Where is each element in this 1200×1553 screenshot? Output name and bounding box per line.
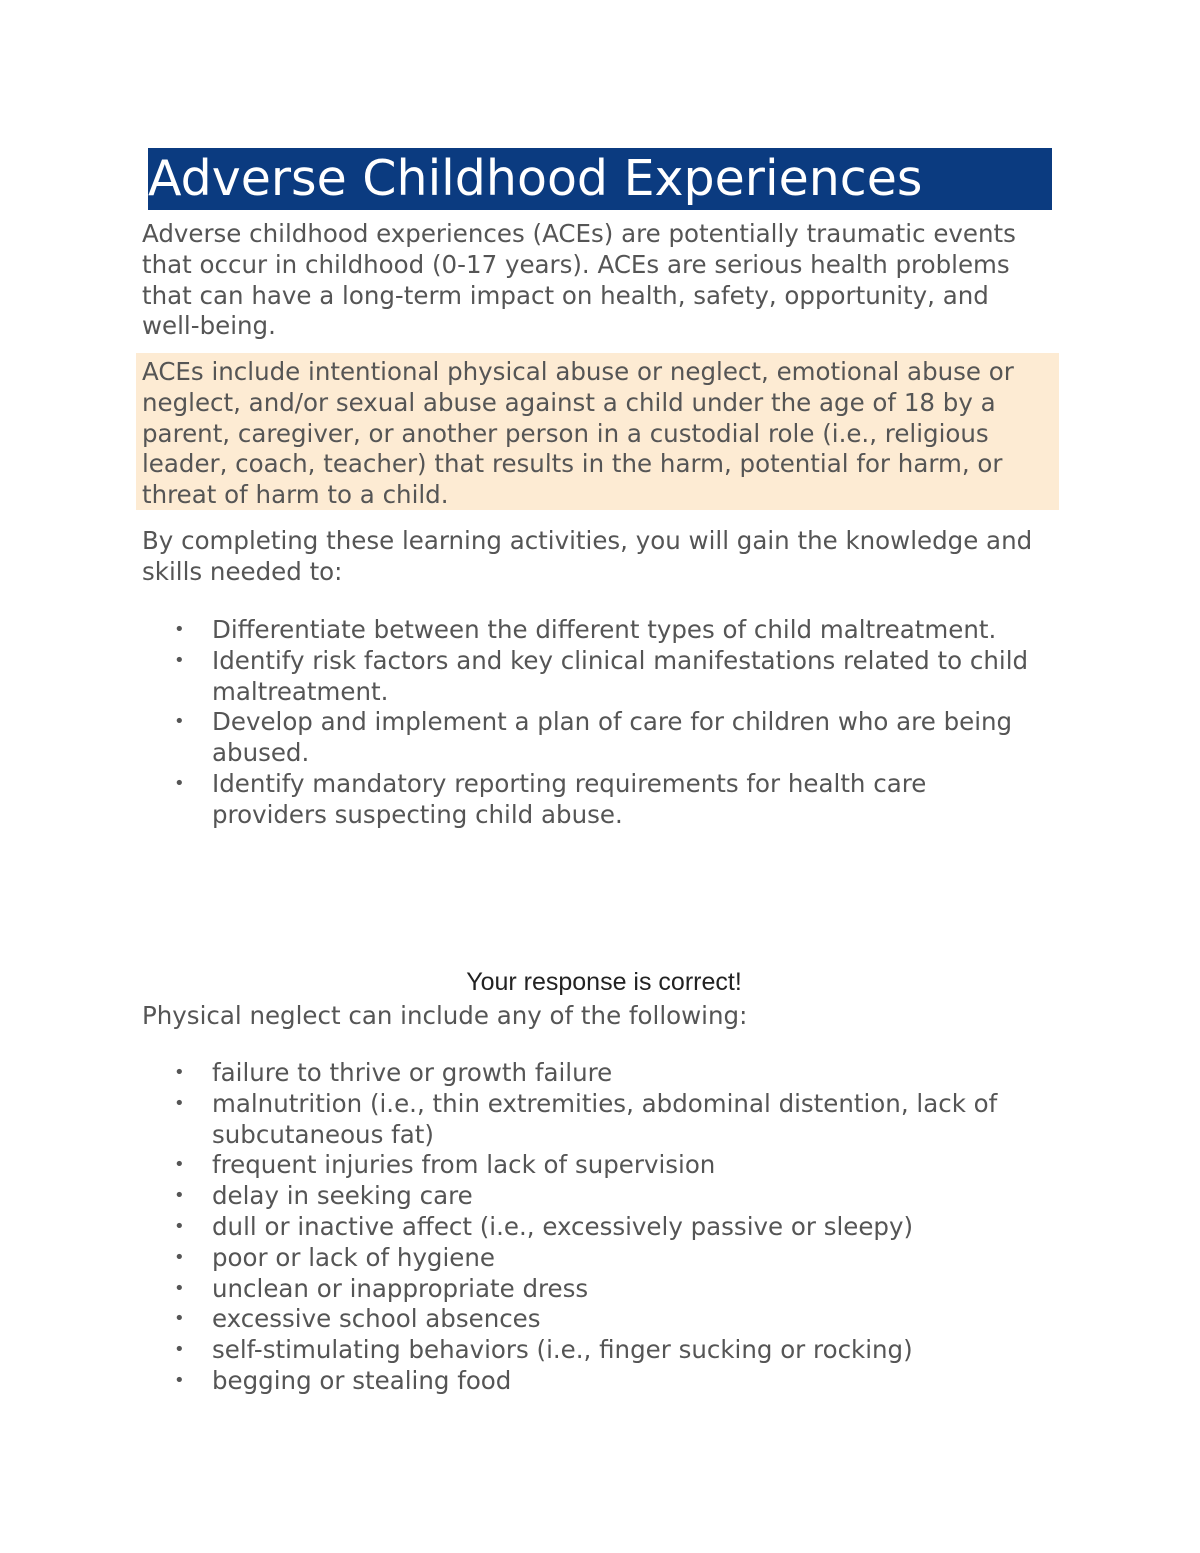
bullet-icon: •	[174, 619, 185, 640]
list-item-text: poor or lack of hygiene	[212, 1242, 495, 1272]
bullet-icon: •	[174, 649, 185, 671]
list-item-text: excessive school absences	[212, 1304, 541, 1334]
list-item	[142, 1181, 1042, 1212]
list-item	[142, 1335, 1042, 1366]
list-item-text: self-stimulating behaviors (i.e., finger sucking or rocking)	[212, 1335, 913, 1365]
objectives-list	[142, 615, 1042, 831]
bullet-icon: •	[174, 1277, 185, 1299]
list-item	[142, 646, 1042, 708]
objectives-intro: By completing these learning activities, you will gain the knowledge and skills needed to:	[142, 526, 1033, 586]
bullet-icon: •	[174, 1062, 185, 1083]
list-item	[142, 1089, 1042, 1151]
highlighted-definition: ACEs include intentional physical abuse or neglect, emotional abuse or neglect, and/or sexual abuse against a child under the age of 18 by a parent, caregiver, or another person in a custodial role (i.e., religious leader, coach, teacher) that results in the harm, potential for harm, or threat of harm to a child.	[142, 357, 1014, 510]
list-item	[142, 1058, 1042, 1089]
list-item-text: Develop and implement a plan of care for children who are being abused.	[212, 707, 1013, 768]
bullet-icon: •	[174, 711, 185, 733]
bullet-icon: •	[174, 1308, 185, 1330]
bullet-icon: •	[174, 1246, 185, 1268]
list-item-text: Identify mandatory reporting requirements for health care providers suspecting child abuse.	[212, 768, 927, 829]
list-item-text: begging or stealing food	[212, 1365, 512, 1395]
list-item-text: Differentiate between the different types of child maltreatment.	[212, 615, 997, 644]
bullet-icon: •	[174, 1154, 185, 1176]
page-title: Adverse Childhood Experiences	[148, 148, 1052, 210]
list-item-text: frequent injuries from lack of supervision	[212, 1150, 716, 1180]
neglect-intro: Physical neglect can include any of the following:	[142, 1001, 748, 1030]
bullet-icon: •	[174, 772, 185, 794]
list-item-text: unclean or inappropriate dress	[212, 1273, 589, 1303]
list-item	[142, 1243, 1042, 1274]
bullet-icon: •	[174, 1185, 185, 1207]
bullet-icon: •	[174, 1215, 185, 1237]
list-item	[142, 1150, 1042, 1181]
neglect-signs-list	[142, 1058, 1042, 1397]
list-item-text: Identify risk factors and key clinical manifestations related to child maltreatment.	[212, 645, 1029, 706]
bullet-icon: •	[174, 1369, 185, 1391]
bullet-icon: •	[174, 1339, 185, 1361]
list-item	[142, 1304, 1042, 1335]
list-item-text: delay in seeking care	[212, 1181, 473, 1211]
list-item	[142, 1274, 1042, 1305]
list-item	[142, 1212, 1042, 1243]
bullet-icon: •	[174, 1092, 185, 1114]
list-item-text: dull or inactive affect (i.e., excessively passive or sleepy)	[212, 1211, 914, 1241]
intro-paragraph: Adverse childhood experiences (ACEs) are potentially traumatic events that occur in childhood (0-17 years). ACEs are serious health problems that can have a long-term impact on health, safety, opportunity, and well-being.	[142, 219, 1016, 341]
list-item	[142, 615, 1042, 646]
list-item	[142, 707, 1042, 769]
response-heading: Your response is correct!	[466, 968, 742, 996]
list-item-text: malnutrition (i.e., thin extremities, abdominal distention, lack of subcutaneous fat)	[212, 1088, 998, 1149]
list-item	[142, 769, 1042, 831]
list-item-text: failure to thrive or growth failure	[212, 1058, 613, 1087]
list-item	[142, 1366, 1042, 1397]
